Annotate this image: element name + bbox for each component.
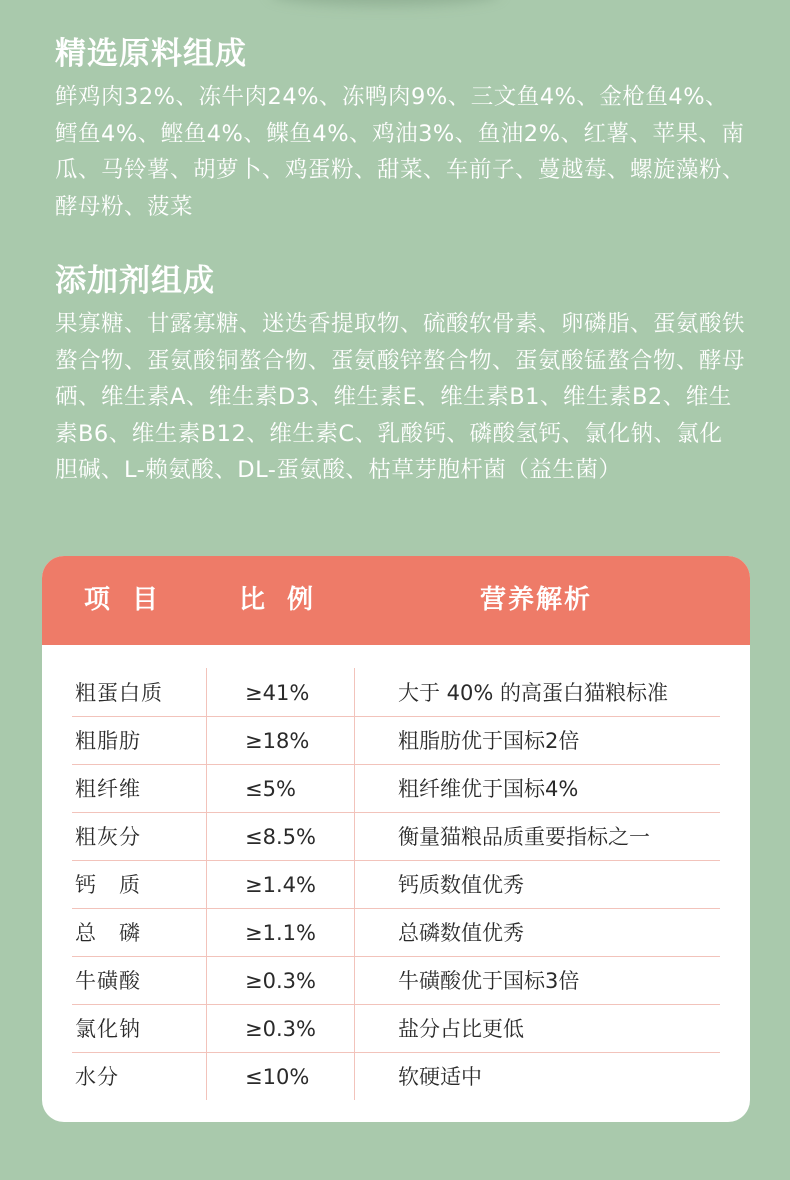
row-ratio: ≤5% (245, 777, 296, 801)
row-analysis: 总磷数值优秀 (398, 921, 524, 945)
ingredients-section (55, 35, 745, 225)
row-item: 粗蛋白质 (75, 681, 163, 705)
row-analysis: 钙质数值优秀 (398, 873, 524, 897)
row-item: 氯化钠 (75, 1017, 141, 1041)
header-analysis: 营养解析 (480, 585, 593, 615)
nutrition-table (42, 556, 750, 1122)
row-ratio: ≥1.4% (245, 873, 316, 897)
row-ratio: ≥0.3% (245, 969, 316, 993)
row-analysis: 衡量猫粮品质重要指标之一 (398, 825, 650, 849)
table-row (42, 909, 750, 957)
table-row (42, 717, 750, 765)
row-analysis: 软硬适中 (398, 1065, 482, 1089)
table-row (42, 957, 750, 1005)
row-item: 总 磷 (75, 921, 141, 945)
row-analysis: 粗纤维优于国标4% (398, 777, 579, 801)
ingredients-title: 精选原料组成 (55, 36, 247, 72)
row-ratio: ≥1.1% (245, 921, 316, 945)
row-analysis: 盐分占比更低 (398, 1017, 524, 1041)
table-row (42, 1053, 750, 1101)
table-header (42, 556, 750, 645)
top-shadow-decoration (270, 0, 500, 6)
table-row (42, 861, 750, 909)
row-analysis: 大于 40% 的高蛋白猫粮标准 (398, 681, 669, 705)
row-ratio: ≤8.5% (245, 825, 316, 849)
row-ratio: ≥41% (245, 681, 310, 705)
table-row (42, 1005, 750, 1053)
additives-title: 添加剂组成 (55, 263, 215, 299)
table-row (42, 669, 750, 717)
row-item: 粗脂肪 (75, 729, 141, 753)
ingredients-text: 鲜鸡肉32%、冻牛肉24%、冻鸭肉9%、三文鱼4%、金枪鱼4%、鳕鱼4%、鲣鱼4%、鲽鱼4%、鸡油3%、鱼油2%、红薯、苹果、南瓜、马铃薯、胡萝卜、鸡蛋粉、甜菜、车前子、蔓越莓、螺旋藻粉、酵母粉、菠菜 (55, 84, 746, 220)
row-item: 水分 (75, 1065, 119, 1089)
table-row (42, 765, 750, 813)
row-analysis: 牛磺酸优于国标3倍 (398, 969, 580, 993)
row-item: 粗纤维 (75, 777, 141, 801)
table-row (42, 813, 750, 861)
row-analysis: 粗脂肪优于国标2倍 (398, 729, 580, 753)
header-ratio: 比例 (239, 585, 336, 615)
row-ratio: ≥18% (245, 729, 310, 753)
row-item: 粗灰分 (75, 825, 141, 849)
row-item: 钙 质 (75, 873, 141, 897)
additives-section (55, 262, 745, 489)
row-ratio: ≤10% (245, 1065, 310, 1089)
row-ratio: ≥0.3% (245, 1017, 316, 1041)
additives-text: 果寡糖、甘露寡糖、迷迭香提取物、硫酸软骨素、卵磷脂、蛋氨酸铁螯合物、蛋氨酸铜螯合物、蛋氨酸锌螯合物、蛋氨酸锰螯合物、酵母硒、维生素A、维生素D3、维生素E、维生素B1、维生素B2、维生素B6、维生素B12、维生素C、乳酸钙、磷酸氢钙、氯化钠、氯化胆碱、L-赖氨酸、DL-蛋氨酸、枯草芽胞杆菌（益生菌） (55, 311, 746, 483)
header-item: 项目 (84, 585, 181, 615)
row-item: 牛磺酸 (75, 969, 141, 993)
